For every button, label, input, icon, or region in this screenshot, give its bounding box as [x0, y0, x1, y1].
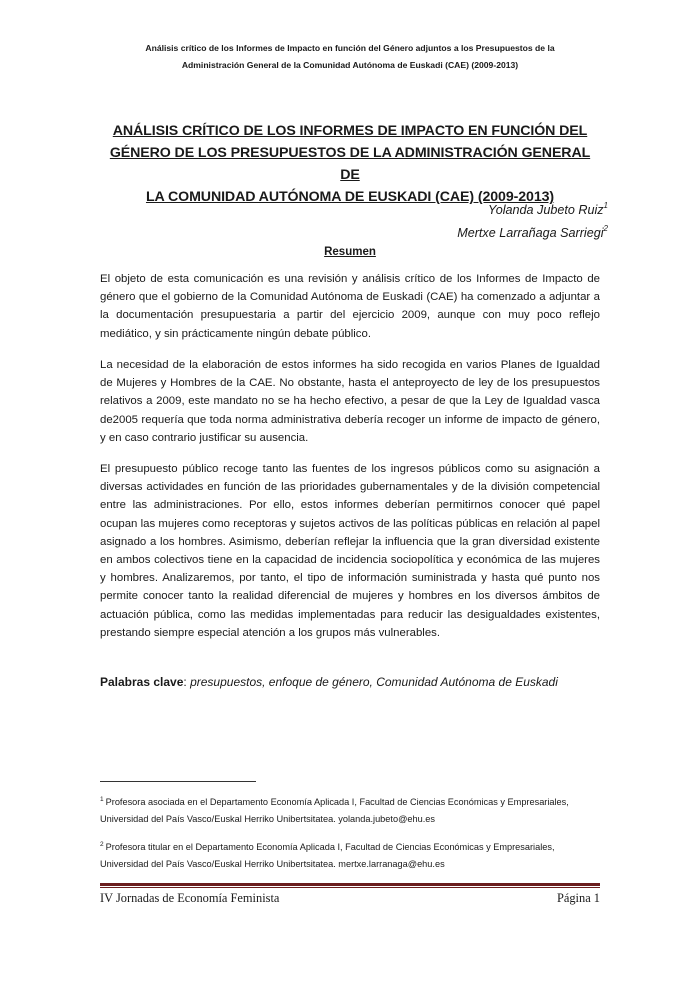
footnote-1-text: Profesora asociada en el Departamento Economía Aplicada I, Facultad de Ciencias Económicas y Empresariales, Universidad del País Vasco/Euskal Herriko Unibertsitatea. yolanda.jubeto@ehu.es	[100, 797, 569, 824]
footnote-separator	[100, 781, 256, 782]
running-header-line-1: Análisis crítico de los Informes de Impacto en función del Género adjuntos a los Presupuestos de la	[145, 43, 555, 53]
running-header	[100, 40, 600, 74]
author-2-name: Mertxe Larrañaga Sarriegi	[457, 226, 604, 240]
document-title	[100, 120, 600, 208]
author-1-footnote-mark[interactable]: 1	[603, 201, 608, 210]
footer-rule	[100, 883, 600, 886]
title-line-2: GÉNERO DE LOS PRESUPUESTOS DE LA ADMINISTRACIÓN GENERAL DE	[109, 145, 591, 183]
author-2-footnote-mark[interactable]: 2	[603, 224, 608, 233]
keywords-label: Palabras clave	[100, 675, 184, 689]
keywords-values: presupuestos, enfoque de género, Comunidad Autónoma de Euskadi	[190, 675, 558, 689]
footnote-2-mark: 2	[100, 841, 104, 848]
keywords	[100, 673, 600, 691]
author-1-name: Yolanda Jubeto Ruiz	[488, 203, 604, 217]
title-line-3: LA COMUNIDAD AUTÓNOMA DE EUSKADI (CAE) (2009-2013)	[145, 189, 555, 205]
abstract-paragraph-1: El objeto de esta comunicación es una revisión y análisis crítico de los Informes de Impacto de género que el gobierno de la Comunidad Autónoma de Euskadi (CAE) ha comenzado a adjuntar a la documentación presupuestaria a partir del ejercicio 2009, aunque con muy poco reflejo mediático, y sin prácticamente ningún debate público.	[100, 273, 600, 340]
author-1	[488, 201, 608, 217]
footnote-2-text: Profesora titular en el Departamento Economía Aplicada I, Facultad de Ciencias Económicas y Empresariales, Universidad del País Vasco/Euskal Herriko Unibertsitatea. mertxe.larranaga@ehu.es	[100, 842, 555, 869]
author-2	[457, 224, 608, 240]
running-header-line-2: Administración General de la Comunidad Autónoma de Euskadi (CAE) (2009-2013)	[181, 60, 519, 70]
abstract-paragraph-3: El presupuesto público recoge tanto las fuentes de los ingresos públicos como su asignación a diversas actividades en función de las prioridades gubernamentales y de la división competencial entre las administraciones. Por ello, estos informes deberían permitirnos conocer qué papel ocupan las mujeres como receptoras y sujetos activos de las políticas públicas en relación al papel asignado a los hombres. Asimismo, deberían reflejar la influencia que la gran diversidad existente en ambos colectivos tiene en la capacidad de incidencia sociopolítica y económica de las mujeres y hombres. Analizaremos, por tanto, el tipo de información suministrada y hasta qué punto nos permite conocer tanto la realidad diferencial de mujeres y hombres en los diversos ámbitos de actuación pública, como las medidas implementadas para reducir las desigualdades existentes, prestando siempre especial atención a los grupos más vulnerables.	[100, 463, 600, 639]
title-line-1: ANÁLISIS CRÍTICO DE LOS INFORMES DE IMPACTO EN FUNCIÓN DEL	[112, 123, 588, 139]
keywords-separator: :	[183, 675, 191, 689]
footnote-1	[100, 791, 600, 828]
abstract-heading: Resumen	[324, 246, 376, 258]
footnote-2	[100, 836, 600, 873]
footnote-1-mark: 1	[100, 796, 104, 803]
abstract-paragraph-2: La necesidad de la elaboración de estos informes ha sido recogida en varios Planes de Igualdad de Mujeres y Hombres de la CAE. No obstante, hasta el anteproyecto de ley de los presupuestos relativos a 2009, este mandato no se ha hecho efectivo, a pesar de que la Ley de Igualdad vasca de2005 requería que toda norma administrativa debería recoger un informe de impacto de género, y en caso contrario justificar su ausencia.	[100, 359, 600, 444]
footer-rule-thin	[100, 887, 600, 888]
footer-page-number: Página 1	[556, 891, 600, 905]
footer-conference-name: IV Jornadas de Economía Feminista	[100, 891, 280, 905]
